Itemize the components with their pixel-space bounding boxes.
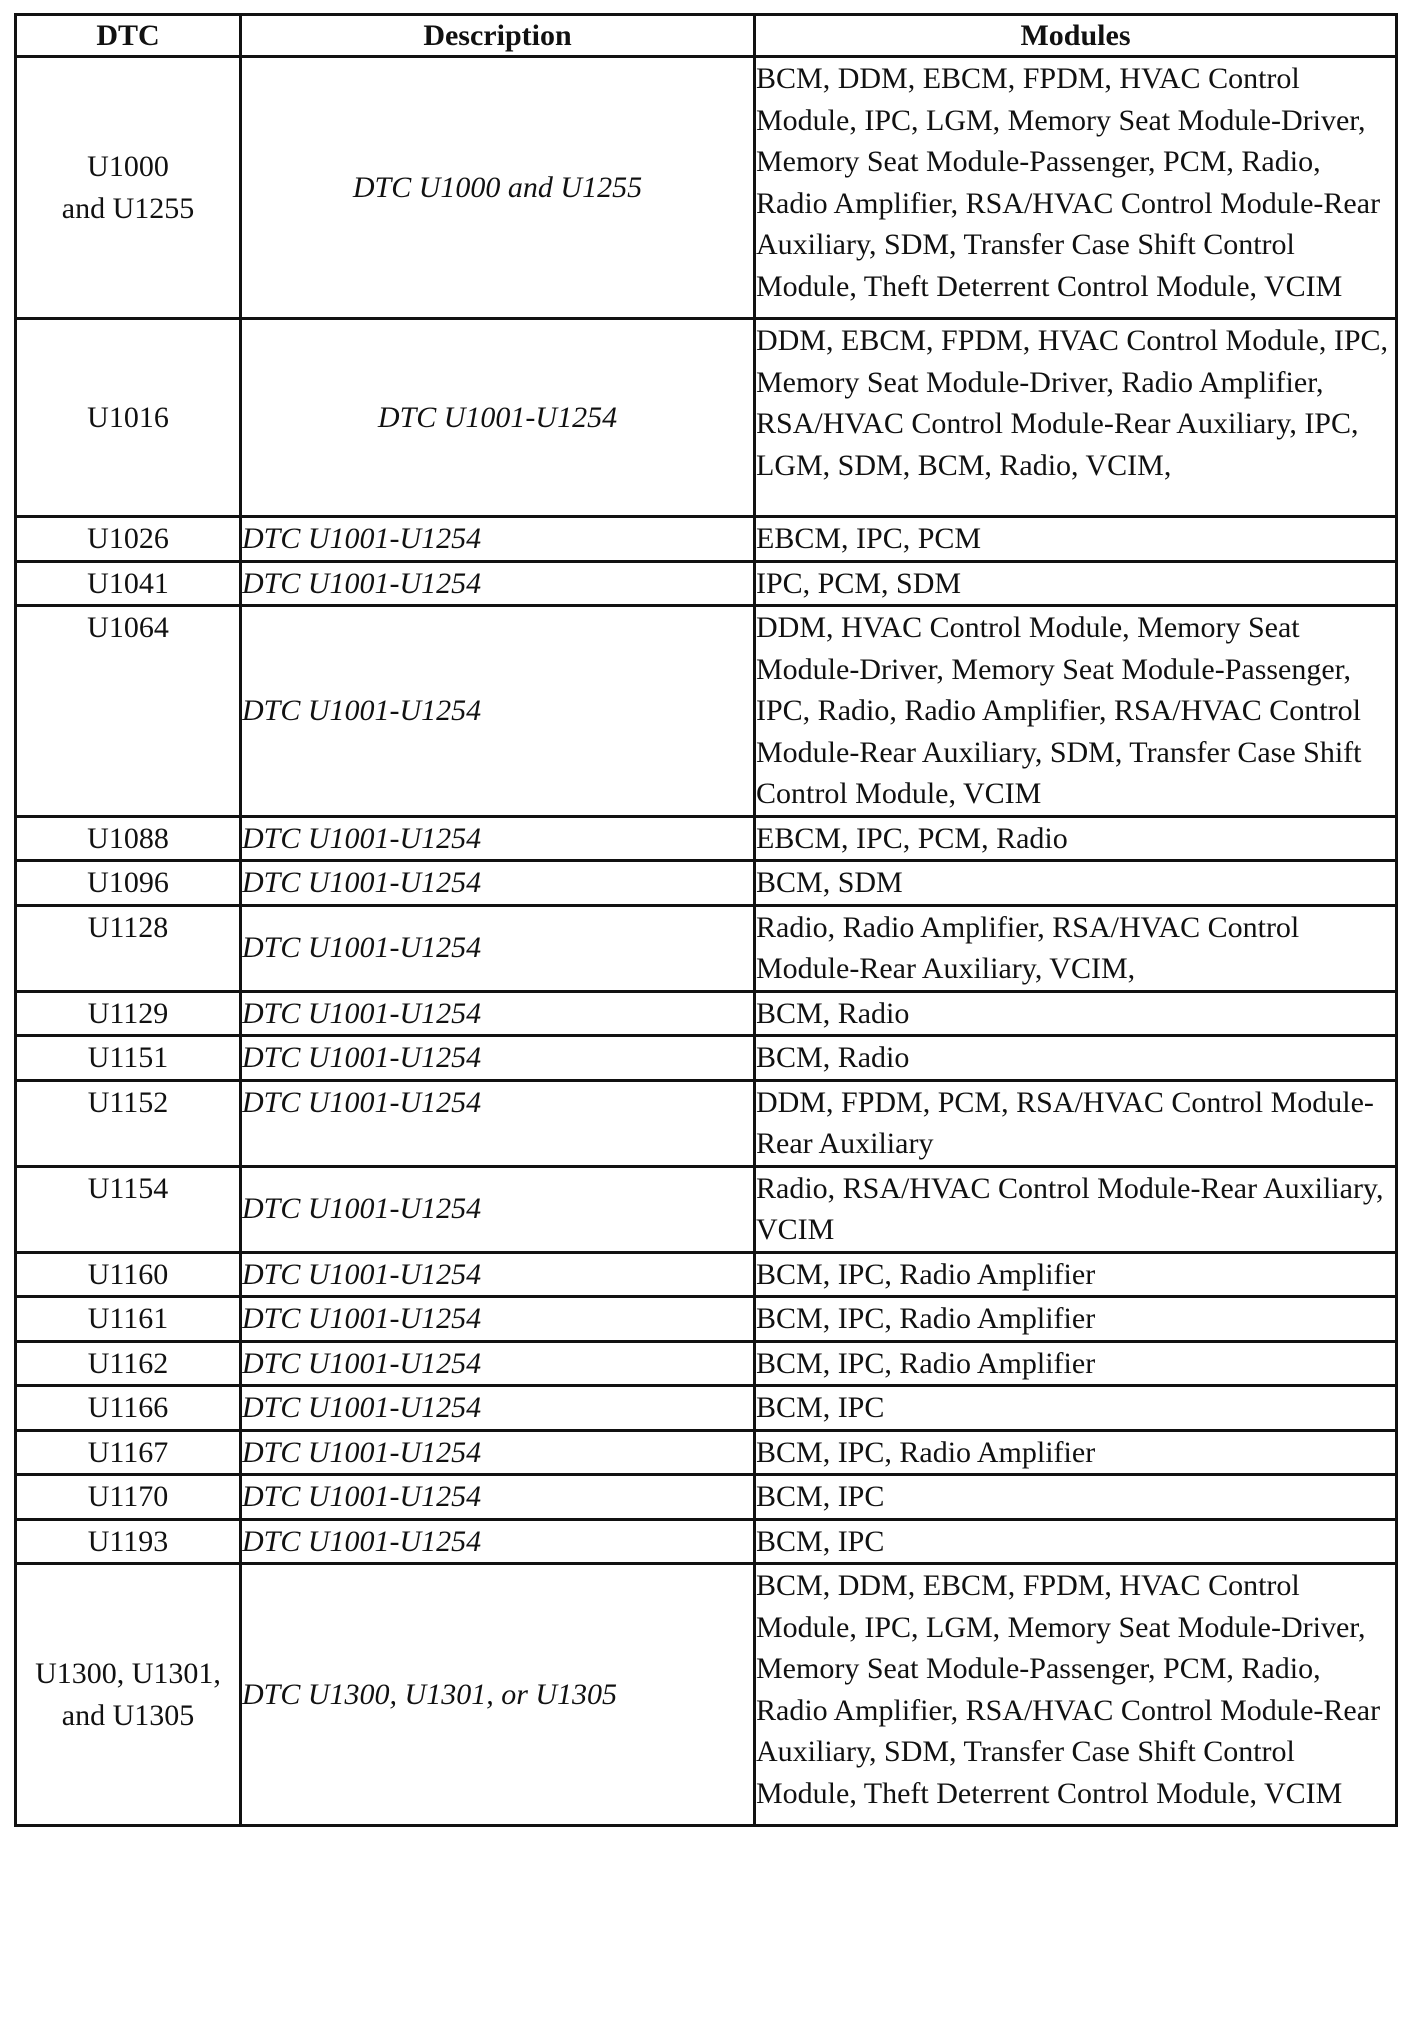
- dtc-cell: [16, 1080, 241, 1166]
- dtc-code: U1088: [87, 821, 169, 855]
- dtc-code: U1096: [87, 866, 169, 899]
- modules-cell: BCM, IPC, Radio Amplifier: [755, 1430, 1397, 1475]
- dtc-cell: [16, 1252, 241, 1297]
- header-description: Description: [241, 15, 755, 57]
- dtc-cell: [16, 1341, 241, 1386]
- header-row: [16, 15, 1397, 57]
- modules-cell: BCM, IPC, Radio Amplifier: [755, 1252, 1397, 1297]
- dtc-code: U1016: [87, 400, 169, 434]
- description-cell: DTC U1001-U1254: [241, 1519, 755, 1564]
- dtc-cell: [16, 991, 241, 1036]
- dtc-cell: [16, 517, 241, 562]
- table-row: [16, 861, 1397, 906]
- table-row: [16, 1519, 1397, 1564]
- dtc-code: U1162: [87, 1346, 169, 1380]
- dtc-code: U1026: [87, 522, 169, 555]
- dtc-table: [14, 13, 1398, 1827]
- description-cell: DTC U1001-U1254: [241, 1252, 755, 1297]
- modules-cell: BCM, SDM: [755, 861, 1397, 906]
- table-row: [16, 57, 1397, 319]
- modules-cell: DDM, HVAC Control Module, Memory Seat Module-Driver, Memory Seat Module-Passenger, IPC, Radio, Radio Amplifier, RSA/HVAC Control Module-Rear Auxiliary, SDM, Transfer Case Shift Control Module, VCIM: [755, 606, 1397, 817]
- table-row: [16, 1564, 1397, 1826]
- modules-cell: Radio, Radio Amplifier, RSA/HVAC Control Module-Rear Auxiliary, VCIM,: [755, 905, 1397, 991]
- table-row: [16, 816, 1397, 861]
- modules-cell: BCM, IPC: [755, 1386, 1397, 1431]
- modules-cell: BCM, IPC, Radio Amplifier: [755, 1297, 1397, 1342]
- dtc-cell: [16, 606, 241, 817]
- table-row: [16, 561, 1397, 606]
- dtc-cell: [16, 57, 241, 319]
- modules-cell: EBCM, IPC, PCM: [755, 517, 1397, 562]
- dtc-code: U1300, U1301,: [35, 1657, 221, 1690]
- dtc-code: U1064: [87, 611, 169, 644]
- description-cell: DTC U1300, U1301, or U1305: [241, 1564, 755, 1826]
- table-row: [16, 905, 1397, 991]
- description-cell: DTC U1001-U1254: [241, 1475, 755, 1520]
- dtc-cell: [16, 1519, 241, 1564]
- table-row: [16, 1297, 1397, 1342]
- description-cell: DTC U1001-U1254: [241, 517, 755, 562]
- description-cell: DTC U1000 and U1255: [241, 57, 755, 319]
- modules-cell: BCM, IPC: [755, 1475, 1397, 1520]
- dtc-code: U1152: [87, 1085, 169, 1119]
- description-cell: DTC U1001-U1254: [241, 319, 755, 517]
- description-cell: DTC U1001-U1254: [241, 1386, 755, 1431]
- dtc-cell: [16, 1386, 241, 1431]
- description-cell: DTC U1001-U1254: [241, 861, 755, 906]
- dtc-cell: [16, 561, 241, 606]
- dtc-cell: [16, 1297, 241, 1342]
- modules-cell: BCM, IPC: [755, 1519, 1397, 1564]
- dtc-cell: [16, 816, 241, 861]
- description-cell: DTC U1001-U1254: [241, 1297, 755, 1342]
- description-cell: DTC U1001-U1254: [241, 1166, 755, 1252]
- dtc-code: and U1255: [61, 191, 195, 225]
- table-row: [16, 1080, 1397, 1166]
- description-cell: DTC U1001-U1254: [241, 1341, 755, 1386]
- modules-cell: IPC, PCM, SDM: [755, 561, 1397, 606]
- dtc-cell: [16, 905, 241, 991]
- description-cell: DTC U1001-U1254: [241, 991, 755, 1036]
- description-cell: DTC U1001-U1254: [241, 1430, 755, 1475]
- modules-cell: EBCM, IPC, PCM, Radio: [755, 816, 1397, 861]
- modules-cell: BCM, Radio: [755, 1036, 1397, 1081]
- modules-cell: DDM, EBCM, FPDM, HVAC Control Module, IPC, Memory Seat Module-Driver, Radio Amplifier, RSA/HVAC Control Module-Rear Auxiliary, IPC, LGM, SDM, BCM, Radio, VCIM,: [755, 319, 1397, 517]
- description-cell: DTC U1001-U1254: [241, 1036, 755, 1081]
- modules-cell: DDM, FPDM, PCM, RSA/HVAC Control Module-Rear Auxiliary: [755, 1080, 1397, 1166]
- description-cell: DTC U1001-U1254: [241, 606, 755, 817]
- description-cell: DTC U1001-U1254: [241, 1080, 755, 1166]
- table-body: [16, 57, 1397, 1826]
- description-cell: DTC U1001-U1254: [241, 905, 755, 991]
- dtc-cell: [16, 1036, 241, 1081]
- table-row: [16, 319, 1397, 517]
- dtc-code: U1041: [87, 566, 169, 600]
- table-row: [16, 1475, 1397, 1520]
- table-row: [16, 1386, 1397, 1431]
- dtc-cell: [16, 319, 241, 517]
- dtc-code: U1193: [87, 1524, 169, 1558]
- dtc-code: U1161: [87, 1302, 169, 1335]
- table-row: [16, 1252, 1397, 1297]
- description-cell: DTC U1001-U1254: [241, 816, 755, 861]
- dtc-cell: [16, 1166, 241, 1252]
- dtc-code: U1167: [87, 1435, 169, 1469]
- table-row: [16, 1166, 1397, 1252]
- table-row: [16, 1341, 1397, 1386]
- dtc-code: U1129: [87, 996, 169, 1030]
- dtc-code: U1154: [87, 1171, 169, 1205]
- modules-cell: BCM, IPC, Radio Amplifier: [755, 1341, 1397, 1386]
- header-modules: Modules: [755, 15, 1397, 57]
- dtc-code: U1160: [87, 1257, 169, 1291]
- table-row: [16, 1036, 1397, 1081]
- dtc-cell: [16, 1475, 241, 1520]
- dtc-code: U1170: [87, 1480, 169, 1513]
- table-row: [16, 1430, 1397, 1475]
- modules-cell: BCM, DDM, EBCM, FPDM, HVAC Control Module, IPC, LGM, Memory Seat Module-Driver, Memory Seat Module-Passenger, PCM, Radio, Radio Amplifier, RSA/HVAC Control Module-Rear Auxiliary, SDM, Transfer Case Shift Control Module, Theft Deterrent Control Module, VCIM: [755, 1564, 1397, 1826]
- table-row: [16, 517, 1397, 562]
- table-row: [16, 991, 1397, 1036]
- dtc-cell: [16, 1430, 241, 1475]
- table-row: [16, 606, 1397, 817]
- dtc-code: U1151: [87, 1041, 169, 1074]
- dtc-cell: [16, 861, 241, 906]
- dtc-code: U1128: [87, 910, 169, 944]
- modules-cell: BCM, DDM, EBCM, FPDM, HVAC Control Module, IPC, LGM, Memory Seat Module-Driver, Memory Seat Module-Passenger, PCM, Radio, Radio Amplifier, RSA/HVAC Control Module-Rear Auxiliary, SDM, Transfer Case Shift Control Module, Theft Deterrent Control Module, VCIM: [755, 57, 1397, 319]
- dtc-code: U1000: [87, 150, 169, 183]
- modules-cell: BCM, Radio: [755, 991, 1397, 1036]
- dtc-code: and U1305: [61, 1698, 195, 1732]
- dtc-cell: [16, 1564, 241, 1826]
- header-dtc: DTC: [16, 15, 241, 57]
- modules-cell: Radio, RSA/HVAC Control Module-Rear Auxiliary, VCIM: [755, 1166, 1397, 1252]
- dtc-code: U1166: [87, 1391, 169, 1424]
- description-cell: DTC U1001-U1254: [241, 561, 755, 606]
